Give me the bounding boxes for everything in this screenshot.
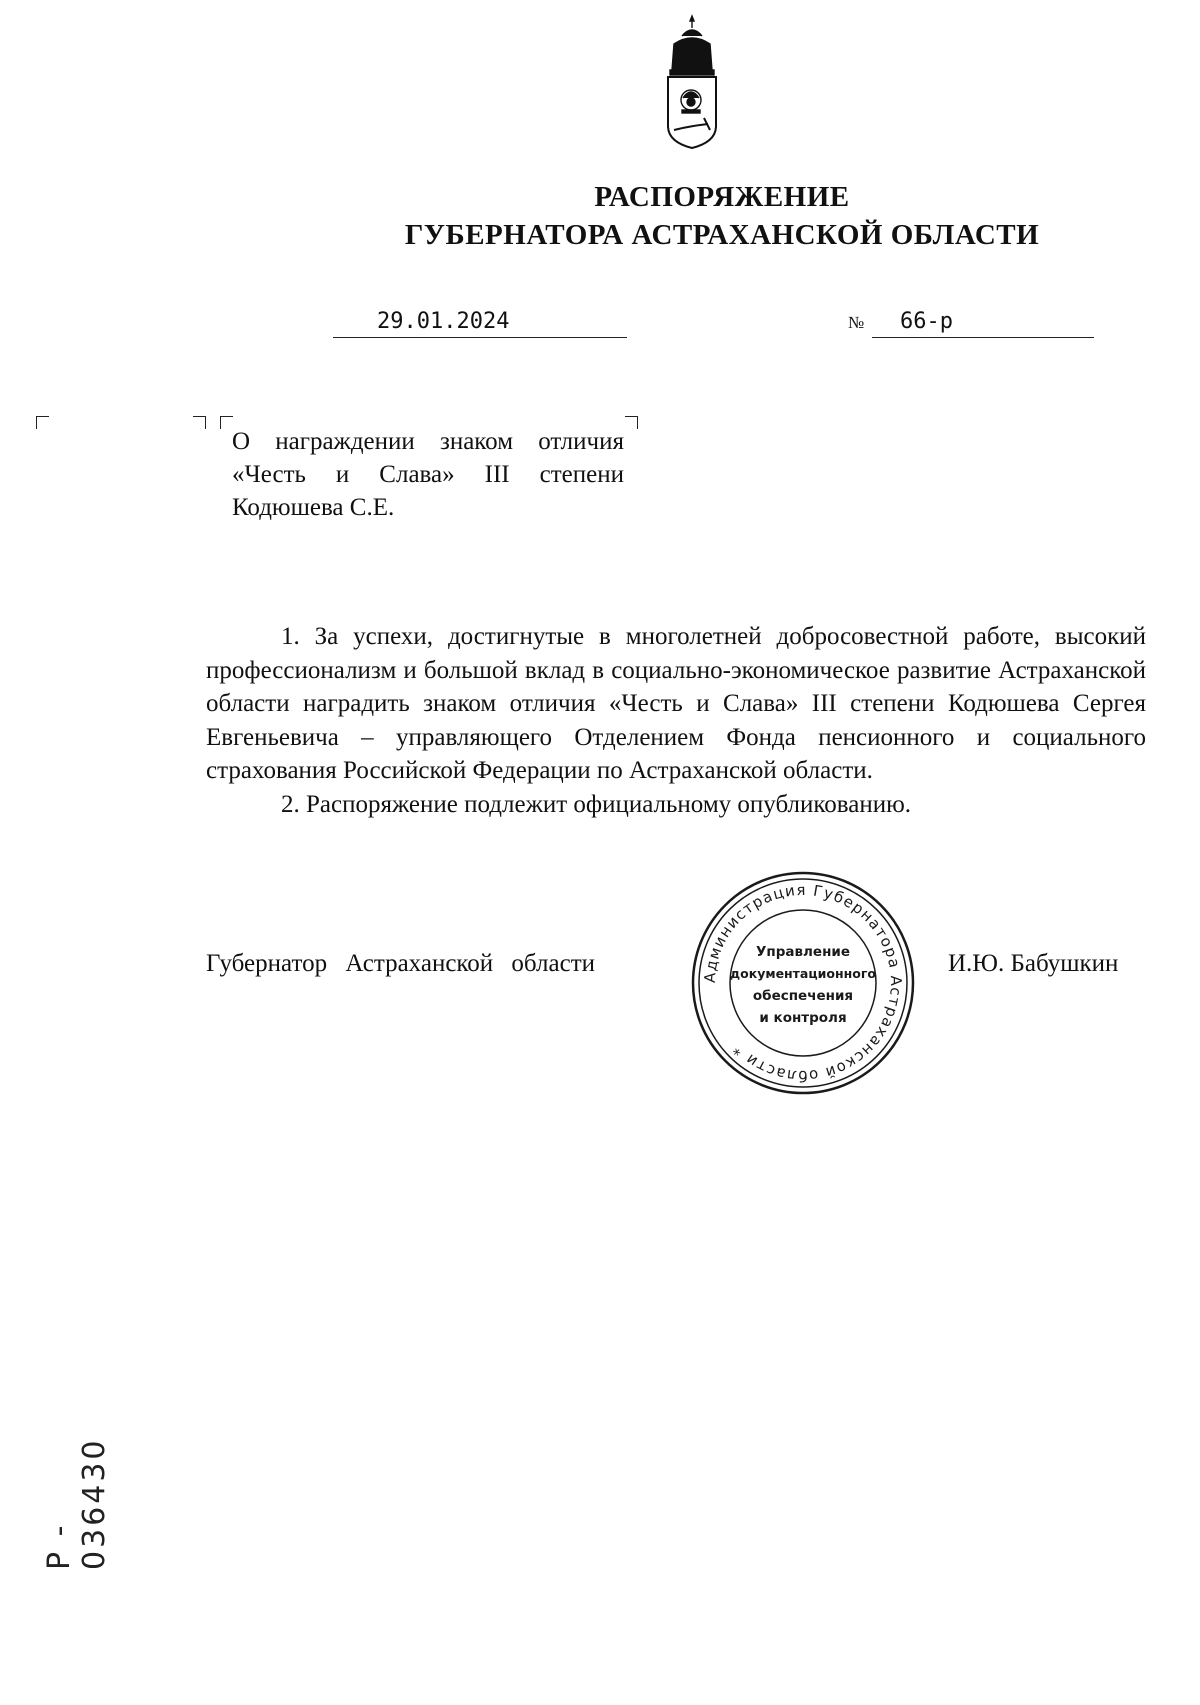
stamp-center-line: Управление	[755, 944, 851, 960]
corner-mark	[193, 416, 206, 429]
number-underline	[872, 337, 1094, 338]
corner-mark	[36, 416, 49, 429]
coat-of-arms-emblem	[660, 14, 724, 152]
number-sign: №	[848, 313, 865, 332]
document-body	[206, 620, 1146, 821]
corner-mark	[625, 416, 638, 429]
paragraph-1: 1. За успехи, достигнутые в многолетней добросовестной работе, высокий профессионализм и большой вклад в социально-экономическое развитие Астраханской области наградить знаком отличия «Честь и Слава» III степени Кодюшева Сергея Евгеньевича – управляющего Отделением Фонда пенсионного и социального страхования Российской Федерации по Астраханской области.	[206, 623, 1146, 784]
stamp-center-line: обеспечения	[752, 988, 854, 1004]
svg-text:Администрация Губернатора Астр	[701, 881, 905, 1085]
document-date: 29.01.2024	[377, 309, 510, 334]
stamp-center-line: документационного	[730, 966, 876, 981]
signatory-name: И.Ю. Бабушкин	[948, 950, 1119, 977]
document-issuer: ГУБЕРНАТОРА АСТРАХАНСКОЙ ОБЛАСТИ	[404, 219, 1040, 251]
stamp-center-line: и контроля	[759, 1010, 847, 1026]
date-underline	[333, 337, 627, 338]
document-number: 66-р	[900, 309, 953, 334]
official-stamp	[690, 870, 916, 1096]
subject-line: О награждении знаком отличия	[232, 428, 624, 455]
stamp-ring-text: Администрация Губернатора Астраханской области *	[700, 880, 906, 1086]
subject-line: «Честь и Слава» III степени	[232, 461, 624, 488]
document-title: РАСПОРЯЖЕНИЕ	[594, 181, 850, 213]
document-subject	[232, 425, 624, 524]
signatory-position: Губернатор Астраханской области	[206, 950, 596, 977]
subject-line: Кодюшева С.Е.	[232, 494, 395, 521]
serial-number: Р - 036430	[42, 1437, 112, 1570]
paragraph-2: 2. Распоряжение подлежит официальному опубликованию.	[281, 790, 912, 818]
